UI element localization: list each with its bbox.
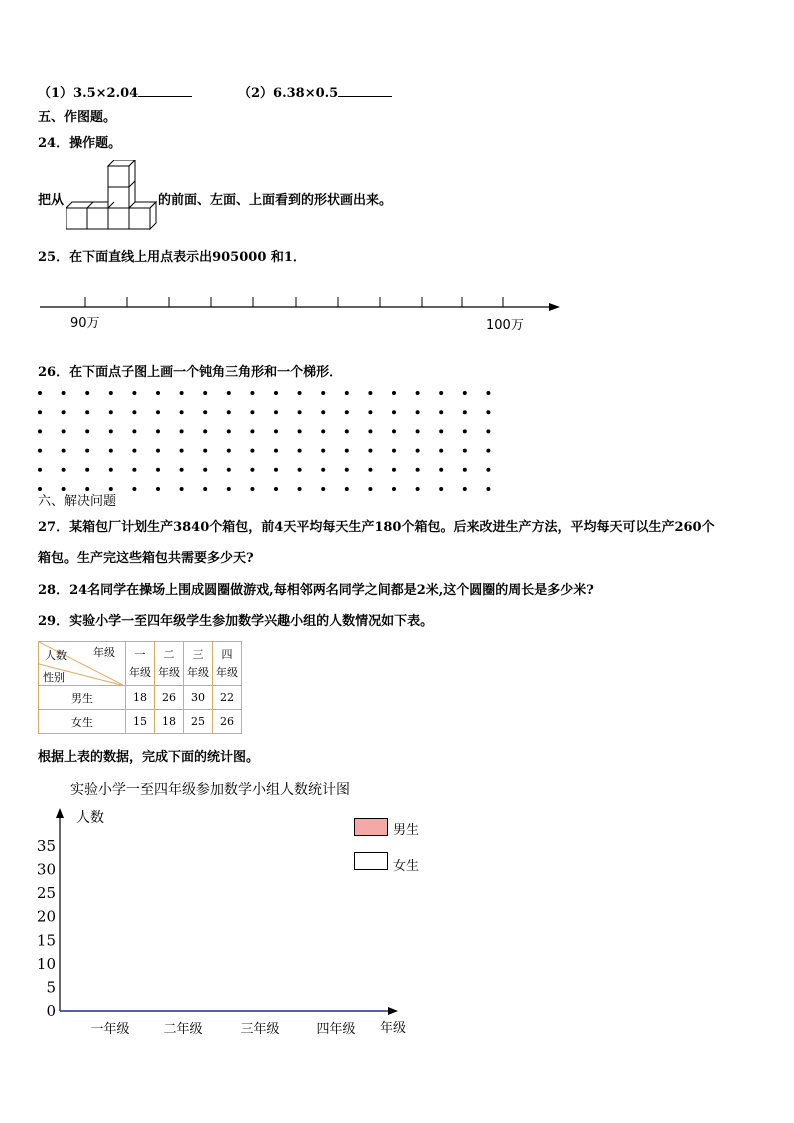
grid-dot[interactable]: [274, 449, 278, 453]
grid-dot[interactable]: [463, 449, 467, 453]
grid-dot[interactable]: [439, 468, 443, 472]
grid-dot[interactable]: [298, 429, 302, 433]
x-category-label: 一年级: [90, 1022, 130, 1037]
grid-dot[interactable]: [392, 449, 396, 453]
grid-dot[interactable]: [180, 449, 184, 453]
grid-dot[interactable]: [368, 468, 372, 472]
grid-dot[interactable]: [85, 468, 89, 472]
grid-dot[interactable]: [368, 487, 372, 491]
section-heading: 五、作图题。: [38, 110, 117, 125]
grid-dot[interactable]: [392, 487, 396, 491]
grid-dot[interactable]: [62, 487, 66, 491]
grid-dot[interactable]: [38, 410, 42, 414]
cube-figure: [66, 160, 160, 234]
table-header: 三 年级: [184, 642, 213, 686]
y-tick-label: 10: [36, 954, 56, 973]
grid-dot[interactable]: [392, 391, 396, 395]
table-row: 男生 18 26 30 22: [39, 686, 242, 710]
grid-dot[interactable]: [486, 449, 490, 453]
grid-dot[interactable]: [85, 410, 89, 414]
question-text: 根据上表的数据，完成下面的统计图。: [38, 750, 260, 765]
grid-dot[interactable]: [416, 449, 420, 453]
grid-dot[interactable]: [180, 410, 184, 414]
section-heading: 六、解决问题: [38, 494, 117, 509]
grid-dot[interactable]: [156, 410, 160, 414]
grid-dot[interactable]: [274, 391, 278, 395]
grid-dot[interactable]: [368, 391, 372, 395]
grid-dot[interactable]: [62, 391, 66, 395]
grid-dot[interactable]: [345, 449, 349, 453]
x-category-label: 三年级: [240, 1022, 280, 1037]
grid-dot[interactable]: [203, 468, 207, 472]
question-title: 25．在下面直线上用点表示出905000 和1．: [38, 250, 306, 265]
y-axis-label: 人数: [76, 810, 104, 826]
grid-dot[interactable]: [298, 468, 302, 472]
grid-dot[interactable]: [345, 487, 349, 491]
grid-dot[interactable]: [416, 391, 420, 395]
bar-chart[interactable]: [30, 800, 430, 1050]
grid-dot[interactable]: [463, 391, 467, 395]
grid-dot[interactable]: [109, 429, 113, 433]
grid-dot[interactable]: [38, 429, 42, 433]
grid-dot[interactable]: [180, 487, 184, 491]
grid-dot[interactable]: [62, 429, 66, 433]
grid-dot[interactable]: [274, 410, 278, 414]
grid-dot[interactable]: [109, 487, 113, 491]
grid-dot[interactable]: [463, 429, 467, 433]
grid-dot[interactable]: [62, 468, 66, 472]
grid-dot[interactable]: [321, 410, 325, 414]
grid-dot[interactable]: [368, 410, 372, 414]
grid-dot[interactable]: [298, 449, 302, 453]
grid-dot[interactable]: [85, 429, 89, 433]
grid-dot[interactable]: [321, 449, 325, 453]
grid-dot[interactable]: [486, 429, 490, 433]
grid-dot[interactable]: [416, 429, 420, 433]
grid-dot[interactable]: [486, 391, 490, 395]
grid-dot[interactable]: [85, 391, 89, 395]
grid-dot[interactable]: [227, 449, 231, 453]
grid-dot[interactable]: [250, 429, 254, 433]
number-line-right-label: 100万: [486, 318, 524, 333]
legend-label: 男生: [393, 823, 420, 838]
grid-dot[interactable]: [203, 391, 207, 395]
grid-dot[interactable]: [345, 391, 349, 395]
grid-dot[interactable]: [156, 468, 160, 472]
grid-dot[interactable]: [486, 468, 490, 472]
data-table: [38, 641, 242, 734]
grid-dot[interactable]: [109, 391, 113, 395]
grid-dot[interactable]: [298, 391, 302, 395]
table-row: 女生 15 18 25 26: [39, 710, 242, 734]
dot-grid[interactable]: [30, 385, 500, 495]
y-tick-label: 35: [36, 837, 56, 855]
question-title: 26．在下面点子图上画一个钝角三角形和一个梯形．: [38, 365, 343, 380]
grid-dot[interactable]: [85, 449, 89, 453]
grid-dot[interactable]: [439, 429, 443, 433]
number-line-left-label: 90万: [70, 316, 100, 331]
grid-dot[interactable]: [250, 487, 254, 491]
grid-dot[interactable]: [250, 449, 254, 453]
question-title: 29．实验小学一至四年级学生参加数学兴趣小组的人数情况如下表。: [38, 614, 434, 629]
x-category-label: 二年级: [163, 1022, 203, 1037]
grid-dot[interactable]: [345, 410, 349, 414]
grid-dot[interactable]: [486, 487, 490, 491]
table-header: 四 年级: [213, 642, 242, 686]
grid-dot[interactable]: [416, 468, 420, 472]
grid-dot[interactable]: [180, 391, 184, 395]
grid-dot[interactable]: [298, 410, 302, 414]
grid-dot[interactable]: [227, 410, 231, 414]
grid-dot[interactable]: [38, 391, 42, 395]
grid-dot[interactable]: [132, 468, 136, 472]
question-text: 28．24名同学在操场上围成圆圈做游戏,每相邻两名同学之间都是2米,这个圆圈的周长是多少米?: [38, 583, 594, 598]
grid-dot[interactable]: [156, 487, 160, 491]
grid-dot[interactable]: [250, 391, 254, 395]
question-text: 把从: [38, 193, 65, 208]
grid-dot[interactable]: [463, 487, 467, 491]
x-category-label: 四年级: [316, 1022, 356, 1037]
grid-dot[interactable]: [132, 429, 136, 433]
grid-dot[interactable]: [227, 468, 231, 472]
grid-dot[interactable]: [321, 468, 325, 472]
table-header: 一 年级: [126, 642, 155, 686]
grid-dot[interactable]: [38, 487, 42, 491]
x-axis-arrow: [388, 1007, 398, 1015]
grid-dot[interactable]: [345, 468, 349, 472]
grid-dot[interactable]: [180, 468, 184, 472]
table-header: 二 年级: [155, 642, 184, 686]
grid-dot[interactable]: [203, 429, 207, 433]
grid-dot[interactable]: [132, 410, 136, 414]
grid-dot[interactable]: [62, 449, 66, 453]
grid-dot[interactable]: [132, 449, 136, 453]
grid-dot[interactable]: [439, 487, 443, 491]
grid-dot[interactable]: [227, 429, 231, 433]
grid-dot[interactable]: [203, 410, 207, 414]
grid-dot[interactable]: [180, 429, 184, 433]
chart-title: 实验小学一至四年级参加数学小组人数统计图: [70, 782, 350, 798]
y-tick-label: 5: [46, 978, 56, 997]
grid-dot[interactable]: [203, 449, 207, 453]
grid-dot[interactable]: [321, 391, 325, 395]
grid-dot[interactable]: [392, 468, 396, 472]
grid-dot[interactable]: [38, 449, 42, 453]
x-axis-label: 年级: [380, 1021, 407, 1036]
legend-swatch-boys: [354, 818, 388, 836]
grid-dot[interactable]: [62, 410, 66, 414]
grid-dot[interactable]: [439, 410, 443, 414]
q22-item1: （1）3.5×2.04: [38, 84, 192, 102]
grid-dot[interactable]: [109, 410, 113, 414]
table-corner-cell: 年级 人数 性别: [39, 642, 126, 686]
grid-dot[interactable]: [203, 487, 207, 491]
question-title: 24．操作题。: [38, 136, 122, 151]
grid-dot[interactable]: [439, 449, 443, 453]
question-text: 27．某箱包厂计划生产3840个箱包，前4天平均每天生产180个箱包。后来改进生产方法，平均每天可以生产260个: [38, 520, 715, 535]
grid-dot[interactable]: [321, 487, 325, 491]
grid-dot[interactable]: [274, 468, 278, 472]
grid-dot[interactable]: [392, 429, 396, 433]
grid-dot[interactable]: [38, 468, 42, 472]
grid-dot[interactable]: [463, 468, 467, 472]
y-tick-label: 20: [36, 907, 56, 926]
grid-dot[interactable]: [227, 391, 231, 395]
y-tick-label: 0: [46, 1002, 56, 1020]
grid-dot[interactable]: [132, 487, 136, 491]
grid-dot[interactable]: [416, 410, 420, 414]
grid-dot[interactable]: [439, 391, 443, 395]
y-tick-label: 30: [36, 860, 56, 879]
grid-dot[interactable]: [250, 410, 254, 414]
grid-dot[interactable]: [392, 410, 396, 414]
grid-dot[interactable]: [156, 391, 160, 395]
grid-dot[interactable]: [274, 429, 278, 433]
grid-dot[interactable]: [132, 391, 136, 395]
grid-dot[interactable]: [463, 410, 467, 414]
grid-dot[interactable]: [85, 487, 89, 491]
answer-blank[interactable]: [338, 84, 392, 97]
grid-dot[interactable]: [416, 487, 420, 491]
question-text: 的前面、左面、上面看到的形状画出来。: [158, 193, 393, 208]
question-text: 箱包。生产完这些箱包共需要多少天?: [38, 551, 254, 566]
grid-dot[interactable]: [109, 468, 113, 472]
grid-dot[interactable]: [274, 487, 278, 491]
grid-dot[interactable]: [368, 429, 372, 433]
grid-dot[interactable]: [486, 410, 490, 414]
y-axis-arrow: [56, 808, 64, 818]
grid-dot[interactable]: [250, 468, 254, 472]
grid-dot[interactable]: [298, 487, 302, 491]
y-tick-label: 25: [36, 884, 56, 903]
answer-blank[interactable]: [138, 84, 192, 97]
grid-dot[interactable]: [156, 449, 160, 453]
grid-dot[interactable]: [321, 429, 325, 433]
legend-swatch-girls: [354, 852, 388, 870]
grid-dot[interactable]: [368, 449, 372, 453]
grid-dot[interactable]: [156, 429, 160, 433]
legend-label: 女生: [393, 859, 420, 874]
grid-dot[interactable]: [227, 487, 231, 491]
y-tick-label: 15: [36, 931, 56, 950]
grid-dot[interactable]: [109, 449, 113, 453]
grid-dot[interactable]: [345, 429, 349, 433]
q22-item2: （2）6.38×0.5: [238, 84, 392, 102]
